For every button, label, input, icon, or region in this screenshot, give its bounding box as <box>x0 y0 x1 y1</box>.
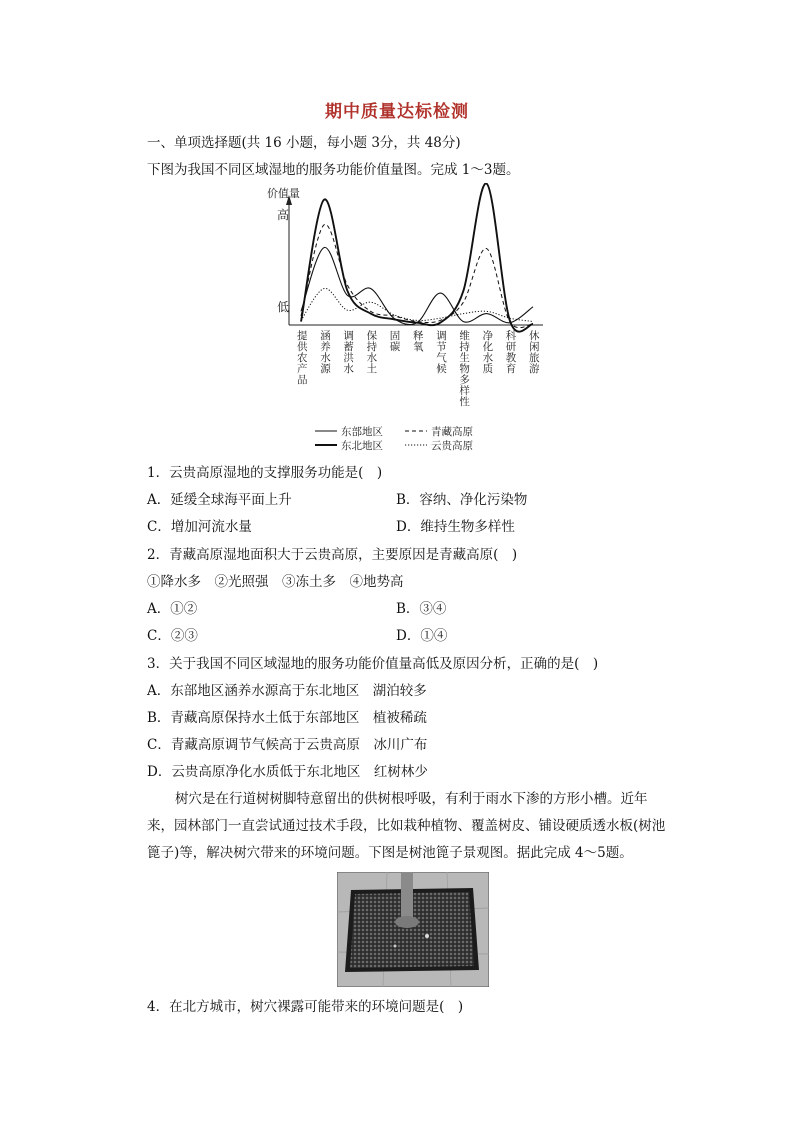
legend-label-0: 东部地区 <box>341 426 383 438</box>
y-high-label: 高 <box>277 208 290 222</box>
q2-stem: 2．青藏高原湿地面积大于云贵高原，主要原因是青藏高原( ) <box>147 547 518 563</box>
q3-stem: 3．关于我国不同区域湿地的服务功能价值量高低及原因分析，正确的是( ) <box>147 656 599 672</box>
x-tick-label: 涵养水源 <box>320 330 331 375</box>
section-heading: 一、单项选择题(共 16 小题，每小题 3分，共 48分) <box>147 135 461 151</box>
series-line-1 <box>301 183 533 331</box>
x-tick-label: 提供农产品 <box>297 330 308 386</box>
x-tick-label: 净化水质 <box>482 330 494 375</box>
chart-legend <box>315 425 473 452</box>
q1-option-c[interactable]: C．增加河流水量 <box>147 519 252 535</box>
q3-option-c[interactable]: C．青藏高原调节气候高于云贵高原 冰川广布 <box>147 737 428 753</box>
series-line-0 <box>301 247 533 324</box>
intro-text-2: 树穴是在行道树树脚特意留出的供树根呼吸，有利于雨水下渗的方形小槽。近年来，园林部门一直尝试通过技术手段，比如栽种植物、覆盖树皮、铺设硬质透水板(树池篦子)等，解决树穴带来的环境问题。下图是树池篦子景观图。据此完成 4～5题。 <box>147 791 666 861</box>
tree-grate-photo <box>337 872 489 987</box>
legend-label-2: 东北地区 <box>341 440 383 452</box>
y-low-label: 低 <box>277 300 290 314</box>
x-tick-label: 调蓄洪水 <box>343 330 354 375</box>
q3-option-d[interactable]: D．云贵高原净化水质低于东北地区 红树林少 <box>147 764 428 780</box>
x-tick-label: 调节气候 <box>436 330 447 375</box>
q4-stem: 4．在北方城市，树穴裸露可能带来的环境问题是( ) <box>147 999 464 1015</box>
q3-option-b[interactable]: B．青藏高原保持水土低于东部地区 植被稀疏 <box>147 710 427 726</box>
series-line-3 <box>301 288 533 321</box>
q3-option-a[interactable]: A．东部地区涵养水源高于东北地区 湖泊较多 <box>147 683 427 699</box>
x-tick-label: 保持水土 <box>366 330 378 375</box>
x-tick-label: 维持生物多样性 <box>459 330 470 408</box>
q2-option-a[interactable]: A．①② <box>147 601 198 617</box>
x-tick-label: 休闲旅游 <box>529 330 540 375</box>
q1-option-d[interactable]: D．维持生物多样性 <box>396 519 515 535</box>
q2-option-b[interactable]: B．③④ <box>396 601 447 617</box>
q1-stem: 1．云贵高原湿地的支撑服务功能是( ) <box>147 465 383 481</box>
q2-option-c[interactable]: C．②③ <box>147 628 198 644</box>
legend-label-3: 云贵高原 <box>431 440 473 452</box>
intro-text-1: 下图为我国不同区域湿地的服务功能价值量图。完成 1～3题。 <box>147 162 520 178</box>
q2-option-d[interactable]: D．①④ <box>396 628 448 644</box>
q2-items: ①降水多 ②光照强 ③冻土多 ④地势高 <box>147 574 404 590</box>
wetland-value-chart <box>265 183 555 458</box>
q1-option-b[interactable]: B．容纳、净化污染物 <box>396 492 528 508</box>
chart-axes <box>286 195 543 325</box>
series-layer <box>301 183 533 331</box>
x-tick-labels <box>297 329 540 408</box>
page-title: 期中质量达标检测 <box>325 102 469 122</box>
x-tick-label: 科研教育 <box>505 330 517 375</box>
legend-label-1: 青藏高原 <box>431 426 473 438</box>
q1-option-a[interactable]: A．延缓全球海平面上升 <box>147 492 292 508</box>
y-axis-label: 价值量 <box>267 187 300 200</box>
x-tick-label: 释氧 <box>413 330 424 353</box>
x-tick-label: 固碳 <box>389 330 401 353</box>
